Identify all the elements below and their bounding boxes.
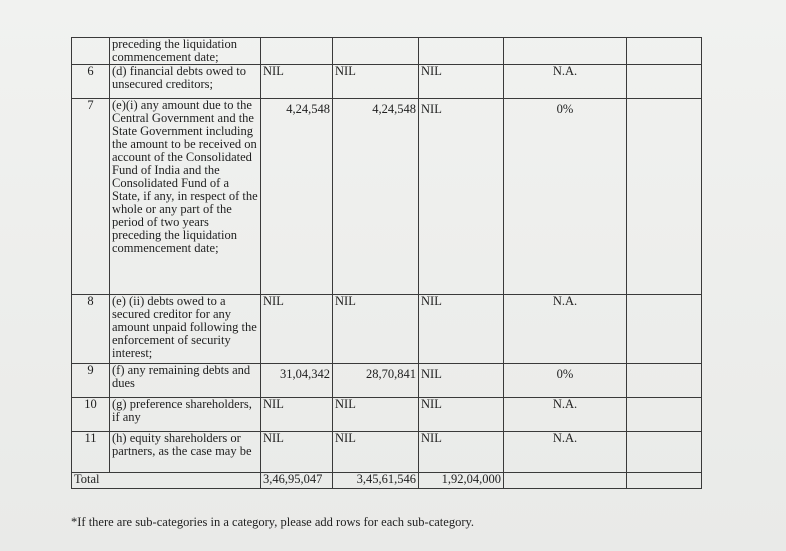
serial-number-cell: 9: [72, 364, 110, 398]
total-label: Total: [72, 473, 261, 489]
percentage-cell: [504, 364, 627, 398]
table-row: [72, 432, 702, 473]
blank-cell: [627, 473, 702, 489]
category-cell: (e)(i) any amount due to the Central Government and the State Government including the amount to be received on account of the Consolidated Fund of India and the Consolidated Fund of a State, if any, in respect of the whole or any part of the period of two years preceding the liquidation commencement date;: [110, 99, 261, 295]
distribution-table: [71, 37, 702, 489]
percentage-cell: N.A.: [504, 295, 627, 364]
amount-claimed-value: 31,04,342: [280, 367, 330, 381]
percentage-cell: N.A.: [504, 432, 627, 473]
amount-distributed-cell: [419, 38, 504, 65]
amount-claimed-cell: [261, 364, 333, 398]
amount-admitted-cell: NIL: [333, 398, 419, 432]
amount-admitted-cell: NIL: [333, 295, 419, 364]
table-row: [72, 398, 702, 432]
amount-claimed-cell: [261, 99, 333, 295]
amount-distributed-value: NIL: [421, 367, 442, 381]
blank-cell: [627, 65, 702, 99]
amount-distributed-cell: [419, 364, 504, 398]
amount-admitted-cell: [333, 99, 419, 295]
amount-admitted-value: 28,70,841: [366, 367, 416, 381]
amount-claimed-cell: NIL: [261, 432, 333, 473]
blank-cell: [627, 38, 702, 65]
amount-admitted-cell: NIL: [333, 432, 419, 473]
amount-distributed-value: NIL: [421, 102, 442, 116]
table-row: [72, 38, 702, 65]
amount-distributed-cell: NIL: [419, 432, 504, 473]
amount-distributed-cell: NIL: [419, 398, 504, 432]
category-cell: (d) financial debts owed to unsecured creditors;: [110, 65, 261, 99]
total-percentage-cell: [504, 473, 627, 489]
category-cell: (h) equity shareholders or partners, as the case may be: [110, 432, 261, 473]
amount-claimed-cell: NIL: [261, 295, 333, 364]
serial-number-cell: 7: [72, 99, 110, 295]
category-cell: (g) preference shareholders, if any: [110, 398, 261, 432]
blank-cell: [627, 432, 702, 473]
blank-cell: [627, 398, 702, 432]
amount-distributed-cell: NIL: [419, 295, 504, 364]
serial-number-cell: 10: [72, 398, 110, 432]
percentage-value: 0%: [556, 102, 574, 116]
table-row: [72, 295, 702, 364]
total-amount-admitted: 3,45,61,546: [333, 473, 419, 489]
category-cell: preceding the liquidation commencement date;: [110, 38, 261, 65]
amount-admitted-value: 4,24,548: [372, 102, 416, 116]
amount-admitted-cell: [333, 38, 419, 65]
amount-distributed-cell: NIL: [419, 65, 504, 99]
blank-cell: [627, 99, 702, 295]
percentage-value: 0%: [556, 367, 574, 381]
amount-admitted-cell: [333, 364, 419, 398]
total-amount-claimed: 3,46,95,047: [261, 473, 333, 489]
serial-number-cell: [72, 38, 110, 65]
blank-cell: [627, 295, 702, 364]
total-amount-distributed: 1,92,04,000: [419, 473, 504, 489]
category-cell: (f) any remaining debts and dues: [110, 364, 261, 398]
amount-claimed-cell: [261, 38, 333, 65]
total-row: [72, 473, 702, 489]
amount-distributed-cell: [419, 99, 504, 295]
percentage-cell: N.A.: [504, 65, 627, 99]
percentage-cell: [504, 38, 627, 65]
footnote: *If there are sub-categories in a category, please add rows for each sub-category.: [71, 515, 475, 529]
table-row: [72, 364, 702, 398]
blank-cell: [627, 364, 702, 398]
category-cell: (e) (ii) debts owed to a secured creditor for any amount unpaid following the enforcement of security interest;: [110, 295, 261, 364]
percentage-cell: [504, 99, 627, 295]
amount-claimed-cell: NIL: [261, 65, 333, 99]
serial-number-cell: 6: [72, 65, 110, 99]
percentage-cell: N.A.: [504, 398, 627, 432]
table-row: [72, 99, 702, 295]
amount-claimed-cell: NIL: [261, 398, 333, 432]
serial-number-cell: 11: [72, 432, 110, 473]
serial-number-cell: 8: [72, 295, 110, 364]
table-row: [72, 65, 702, 99]
amount-admitted-cell: NIL: [333, 65, 419, 99]
amount-claimed-value: 4,24,548: [286, 102, 330, 116]
